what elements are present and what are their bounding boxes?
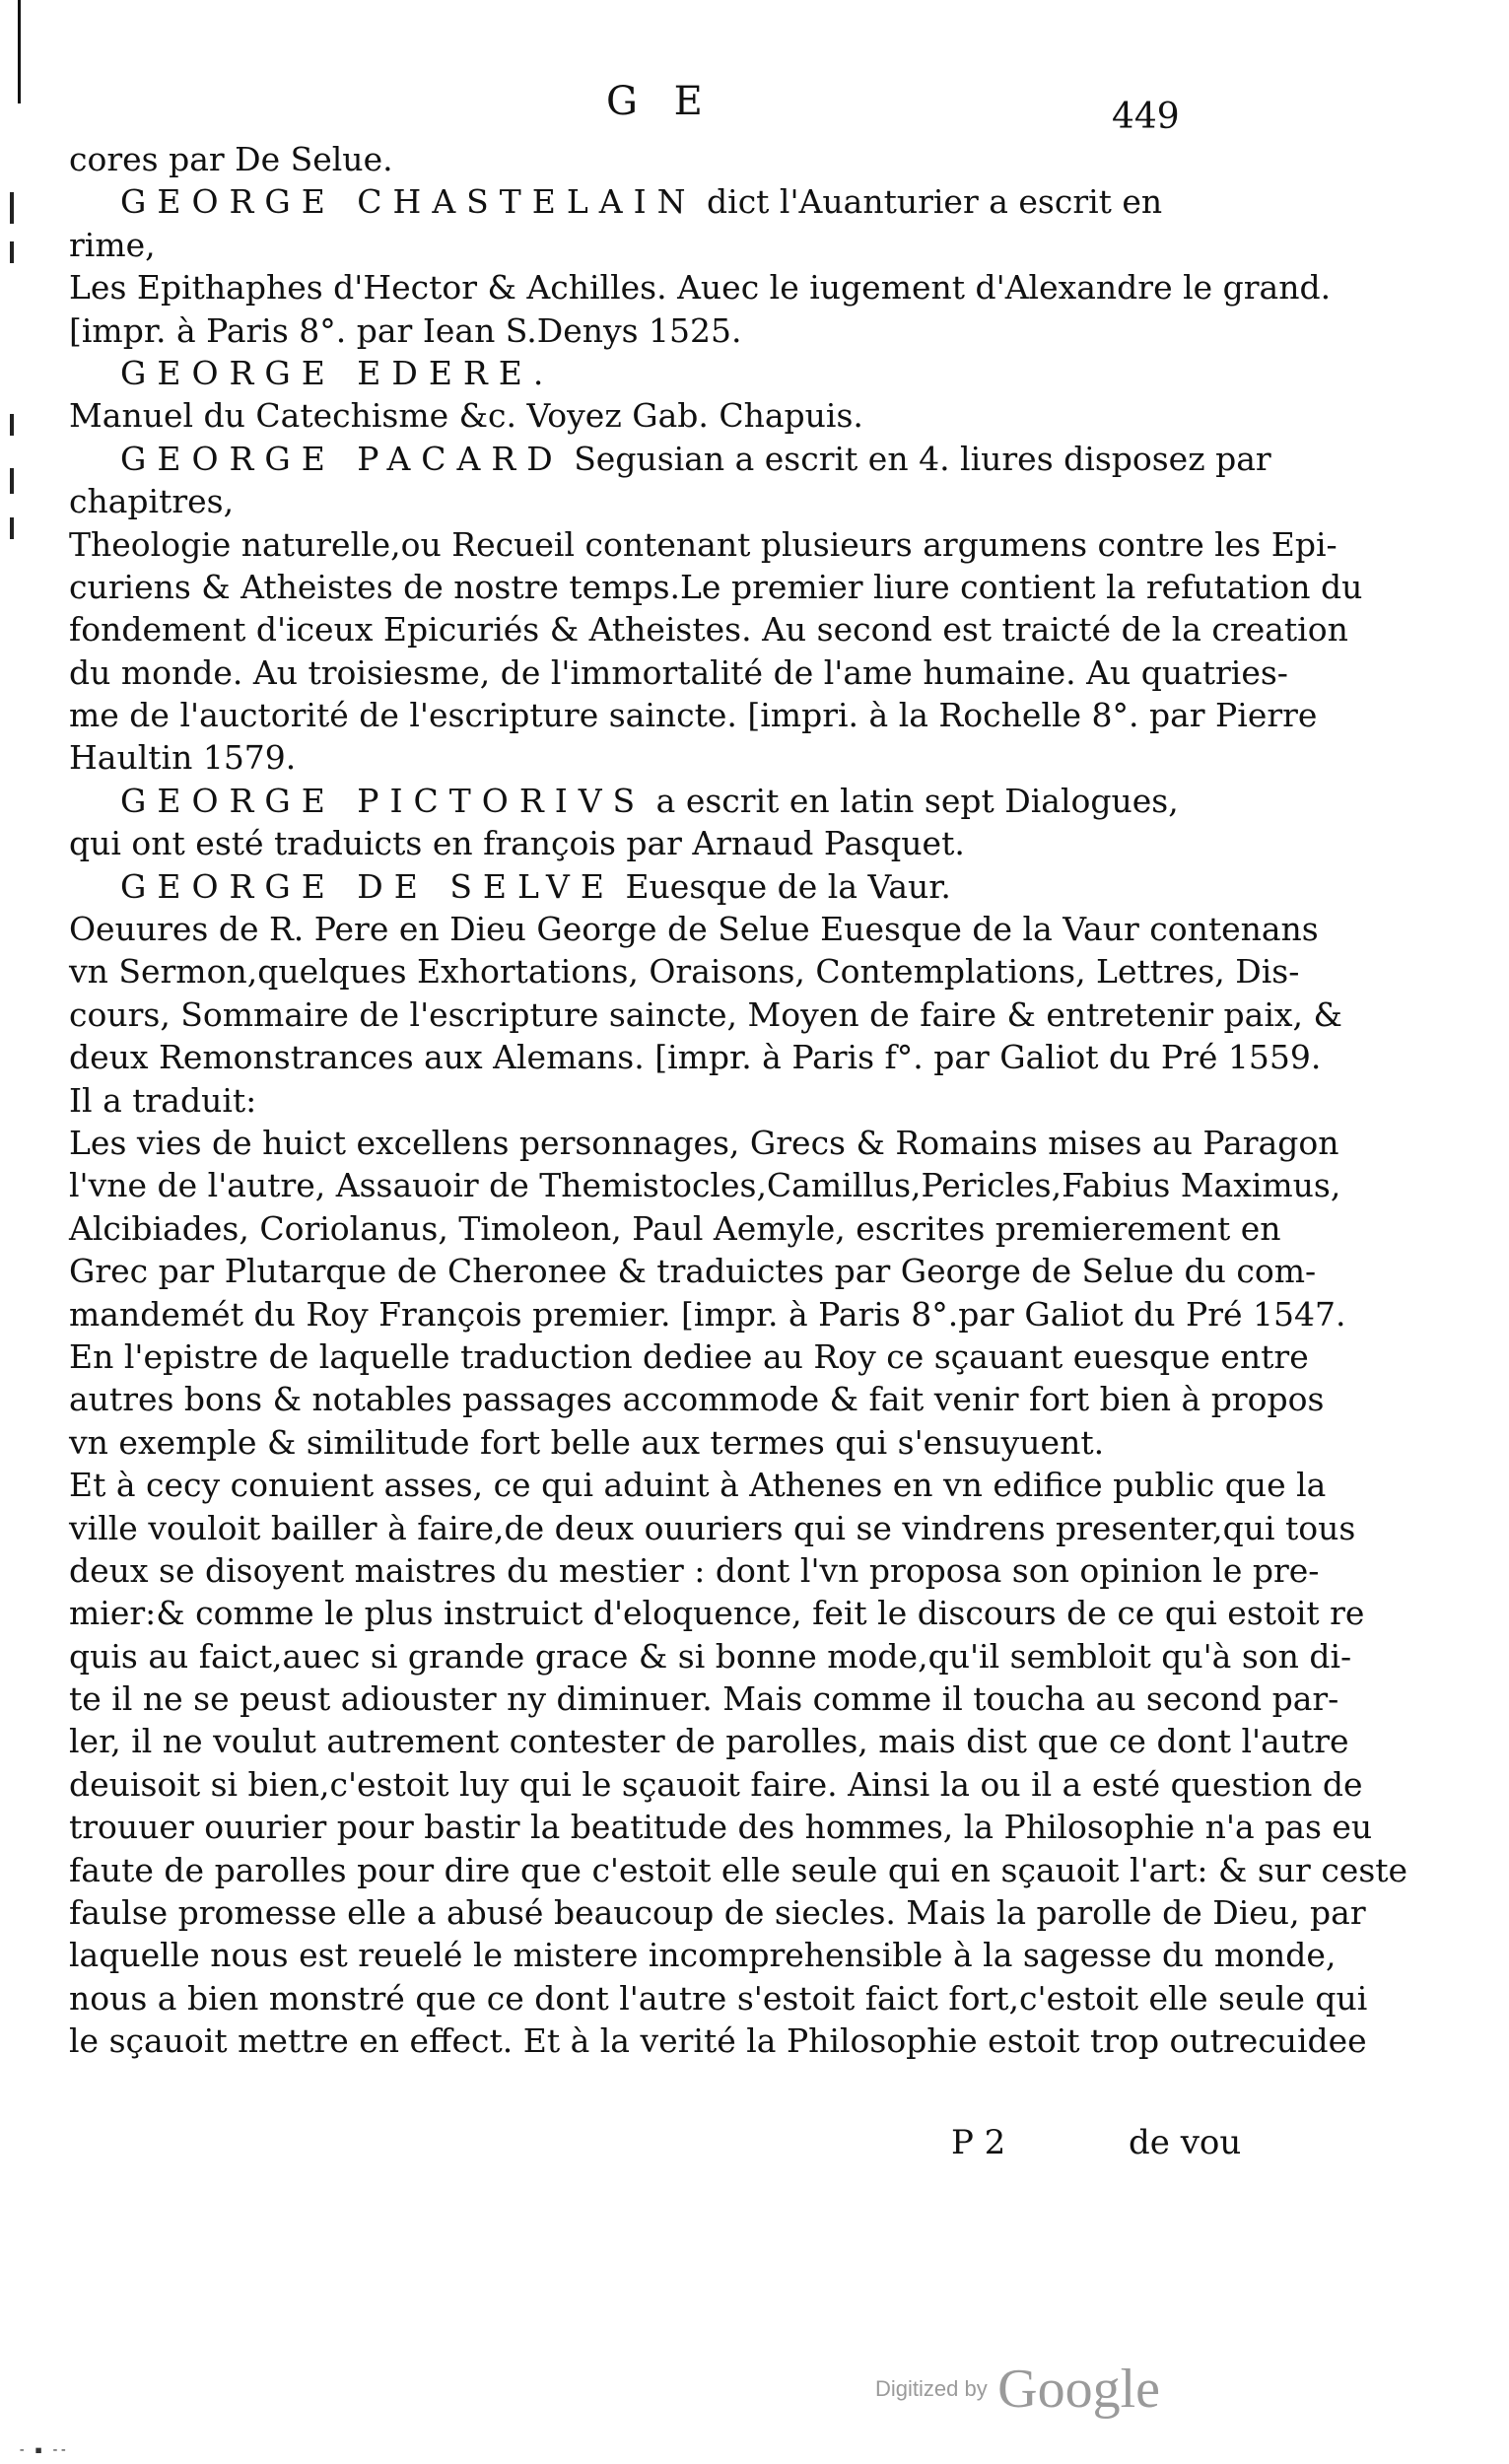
entry-selve <box>69 865 1257 908</box>
signature-mark: P 2 <box>951 2123 1006 2162</box>
entry-pictorius <box>69 780 1257 822</box>
text-line: me de l'auctorité de l'escripture saincte. [impri. à la Rochelle 8°. par Pierre <box>69 696 1318 735</box>
text-line: Les Epithaphes d'Hector & Achilles. Auec le iugement d'Alexandre le grand. <box>69 268 1332 308</box>
text-line: Les vies de huict excellens personnages, Grecs & Romains mises au Paragon <box>69 1123 1339 1162</box>
text-line: Manuel du Catechisme &c. Voyez Gab. Chapuis. <box>69 396 863 436</box>
text-line: ler, il ne voulut autrement contester de parolles, mais dist que ce dont l'autre <box>69 1722 1349 1761</box>
text-line: l'vne de l'autre, Assauoir de Themistocles,Camillus,Pericles,Fabius Maximus, <box>69 1166 1341 1205</box>
text-line: deux Remonstrances aux Alemans. [impr. à Paris f°. par Galiot du Pré 1559. <box>69 1038 1322 1077</box>
entry-pacard <box>69 438 1271 480</box>
gutter-rule <box>18 0 21 103</box>
text-line: [impr. à Paris 8°. par Iean S.Denys 1525. <box>69 310 742 350</box>
text-line: Theologie naturelle,ou Recueil contenant plusieurs argumens contre les Epi- <box>69 524 1338 564</box>
text-line: le sçauoit mettre en effect. Et à la verité la Philosophie estoit trop outrecuidee <box>69 2021 1367 2061</box>
text-line: Alcibiades, Coriolanus, Timoleon, Paul Aemyle, escrites premierement en <box>69 1208 1281 1248</box>
entry-edere <box>69 352 1257 394</box>
entry-chastelain <box>69 180 1257 223</box>
text-line: fondement d'iceux Epicuriés & Atheistes. Au second est traicté de la creation <box>69 610 1348 650</box>
gutter-mark <box>10 241 14 263</box>
text-line: laquelle nous est reuelé le mistere incomprehensible à la sagesse du monde, <box>69 1936 1337 1975</box>
gutter-mark <box>10 192 14 224</box>
entry-heading: GEORGE PICTORIVS <box>120 781 647 820</box>
text-line: curiens & Atheistes de nostre temps.Le premier liure contient la refutation du <box>69 567 1363 606</box>
text-line: te il ne se peust adiouster ny diminuer. Mais comme il toucha au second par- <box>69 1679 1339 1719</box>
text-line: faute de parolles pour dire que c'estoit elle seule qui en sçauoit l'art: & sur ceste <box>69 1850 1408 1889</box>
entry-heading: GEORGE DE SELVE <box>120 866 615 906</box>
text-line: qui ont esté traduicts en françois par Arnaud Pasquet. <box>69 824 965 863</box>
text-line: nous a bien monstré que ce dont l'autre s'estoit faict fort,c'estoit elle seule qui <box>69 1978 1368 2018</box>
text-line: vn exemple & similitude fort belle aux termes qui s'ensuyuent. <box>69 1422 1105 1462</box>
text-line: cores par De Selue. <box>69 140 393 178</box>
catchword: de vou <box>1129 2123 1242 2162</box>
text-line: du monde. Au troisiesme, de l'immortalité de l'ame humaine. Au quatries- <box>69 652 1288 692</box>
text-line: deux se disoyent maistres du mestier : dont l'vn proposa son opinion le pre- <box>69 1550 1320 1590</box>
text-line: Segusian a escrit en 4. liures disposez par <box>574 439 1271 478</box>
digitized-watermark <box>875 2358 1160 2421</box>
text-line: deuisoit si bien,c'estoit luy qui le sçauoit faire. Ainsi la ou il a esté question de <box>69 1764 1363 1804</box>
gutter-mark <box>10 517 14 539</box>
gutter-mark <box>10 468 14 494</box>
bottom-edge-mark: ‑ ▪ ‑‑ <box>18 2442 68 2458</box>
text-line: autres bons & notables passages accommode & fait venir fort bien à propos <box>69 1380 1325 1419</box>
text-line: En l'epistre de laquelle traduction dediee au Roy ce sçauant euesque entre <box>69 1336 1309 1376</box>
entry-heading: GEORGE PACARD <box>120 439 564 478</box>
text-line: a escrit en latin sept Dialogues, <box>655 781 1179 820</box>
text-line: cours, Sommaire de l'escripture saincte, Moyen de faire & entretenir paix, & <box>69 994 1342 1034</box>
text-line: Il a traduit: <box>69 1080 257 1120</box>
text-line: Oeuures de R. Pere en Dieu George de Selue Euesque de la Vaur contenans <box>69 910 1319 949</box>
watermark-prefix: Digitized by <box>875 2376 988 2401</box>
text-line: Grec par Plutarque de Cheronee & traduictes par George de Selue du com- <box>69 1252 1317 1291</box>
text-line: Haultin 1579. <box>69 738 297 778</box>
text-line: chapitres, <box>69 482 235 521</box>
text-line: quis au faict,auec si grande grace & si bonne mode,qu'il sembloit qu'à son di- <box>69 1636 1352 1676</box>
text-line: faulse promesse elle a abusé beaucoup de siecles. Mais la parolle de Dieu, par <box>69 1893 1366 1933</box>
main-text <box>69 138 1408 2063</box>
entry-heading: GEORGE EDERE. <box>120 353 555 392</box>
text-line: Euesque de la Vaur. <box>625 866 951 906</box>
gutter-mark <box>10 414 14 436</box>
entry-heading: GEORGE CHASTELAIN <box>120 182 697 222</box>
google-logo: Google <box>997 2359 1161 2420</box>
text-line: mandemét du Roy François premier. [impr. à Paris 8°.par Galiot du Pré 1547. <box>69 1294 1346 1334</box>
text-line: rime, <box>69 225 156 264</box>
text-line: mier:& comme le plus instruict d'eloquence, feit le discours de ce qui estoit re <box>69 1594 1365 1633</box>
text-line: trouuer ouurier pour bastir la beatitude des hommes, la Philosophie n'a pas eu <box>69 1808 1373 1847</box>
text-line: ville vouloit bailler à faire,de deux ouuriers qui se vindrens presenter,qui tous <box>69 1508 1356 1547</box>
text-line: Et à cecy conuient asses, ce qui aduint à Athenes en vn edifice public que la <box>69 1466 1327 1505</box>
page-number: 449 <box>1112 97 1180 137</box>
running-head: G E <box>606 79 715 124</box>
text-line: dict l'Auanturier a escrit en <box>707 182 1163 222</box>
text-line: vn Sermon,quelques Exhortations, Oraisons, Contemplations, Lettres, Dis- <box>69 952 1300 992</box>
